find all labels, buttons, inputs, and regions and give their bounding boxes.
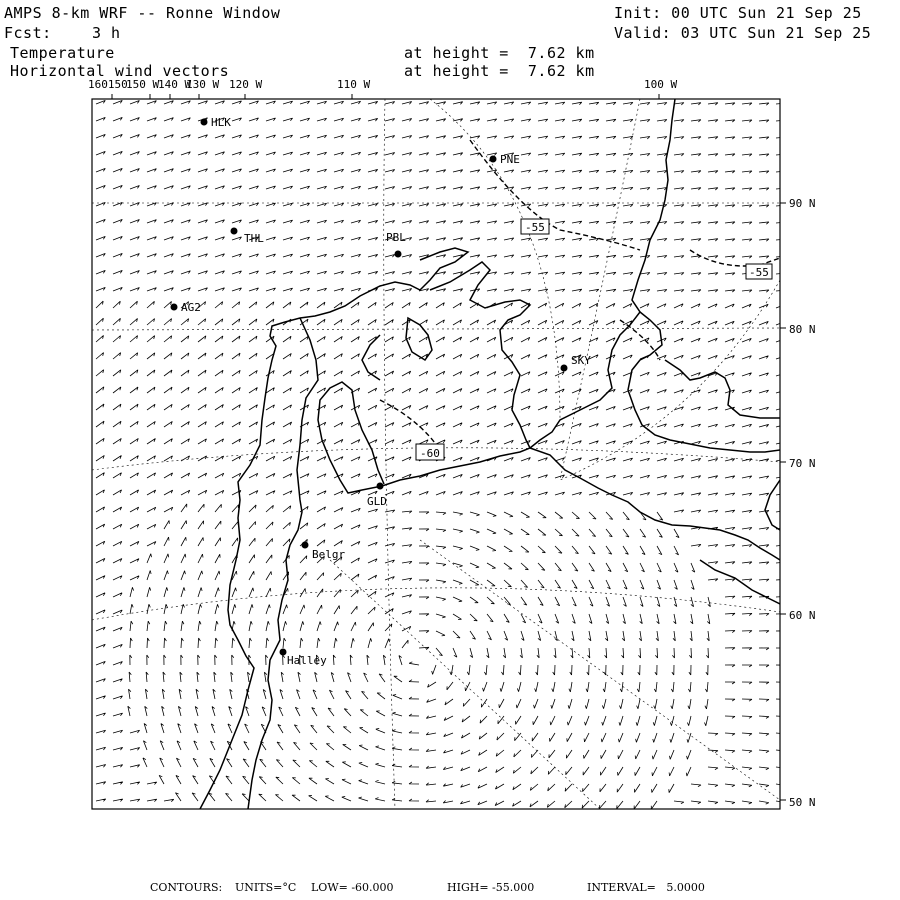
lon-label-130w: 130 W — [186, 78, 220, 91]
valid-time: Valid: 03 UTC Sun 21 Sep 25 — [614, 24, 872, 42]
contour-label-55b: -55 — [749, 266, 769, 279]
station-thl-marker — [231, 228, 238, 235]
contour-label-60: -60 — [420, 447, 440, 460]
station-pbl-label: PBL — [386, 231, 406, 244]
footer-contours-label: CONTOURS: — [150, 881, 223, 894]
station-pne-marker — [490, 156, 497, 163]
lat-label-60n: 60 N — [789, 609, 816, 622]
footer-low: LOW= -60.000 — [311, 881, 394, 894]
lon-label-110w: 110 W — [337, 78, 371, 91]
station-halley-marker — [280, 649, 287, 656]
lon-label-120w: 120 W — [229, 78, 263, 91]
station-pbl-marker — [395, 251, 402, 258]
station-ag2-label: AG2 — [181, 301, 201, 314]
contour-label-55a: -55 — [525, 221, 545, 234]
forecast-label: Fcst: — [4, 24, 52, 42]
station-sky-marker — [561, 365, 568, 372]
lat-label-80n: 80 N — [789, 323, 816, 336]
field-wind-vectors: Horizontal wind vectors — [10, 62, 230, 80]
footer-units: UNITS=°C — [235, 881, 297, 894]
stations — [171, 119, 568, 656]
station-halley-label: Halley — [287, 654, 327, 667]
lon-label-150w: 150 W — [126, 78, 160, 91]
lat-label-50n: 50 N — [789, 796, 816, 809]
temperature-contours — [380, 140, 780, 450]
forecast-hour: 3 h — [92, 24, 121, 42]
footer-interval: INTERVAL= 5.0000 — [587, 881, 705, 894]
station-hlk-label: HLK — [211, 116, 231, 129]
footer-high: HIGH= -55.000 — [447, 881, 535, 894]
station-gld-label: GLD — [367, 495, 387, 508]
lon-label-100w: 100 W — [644, 78, 678, 91]
lat-label-90n: 90 N — [789, 197, 816, 210]
station-pne-label: PNE — [500, 153, 520, 166]
lon-label-160: 160150 — [88, 78, 128, 91]
lon-label-140w: 140 W — [158, 78, 192, 91]
map-title: AMPS 8-km WRF -- Ronne Window — [4, 4, 281, 22]
station-gld-marker — [377, 483, 384, 490]
station-hlk-marker — [201, 119, 208, 126]
station-sky-label: SKY — [571, 354, 591, 367]
station-belgr-marker — [302, 542, 309, 549]
station-ag2-marker — [171, 304, 178, 311]
height-field1: at height = 7.62 km — [404, 44, 595, 62]
field-temperature: Temperature — [10, 44, 115, 62]
lat-label-70n: 70 N — [789, 457, 816, 470]
station-thl-label: THL — [244, 232, 264, 245]
height-field2: at height = 7.62 km — [404, 62, 595, 80]
init-time: Init: 00 UTC Sun 21 Sep 25 — [614, 4, 862, 22]
tick-marks — [112, 94, 786, 800]
station-belgr-label: Belgr — [312, 548, 346, 561]
